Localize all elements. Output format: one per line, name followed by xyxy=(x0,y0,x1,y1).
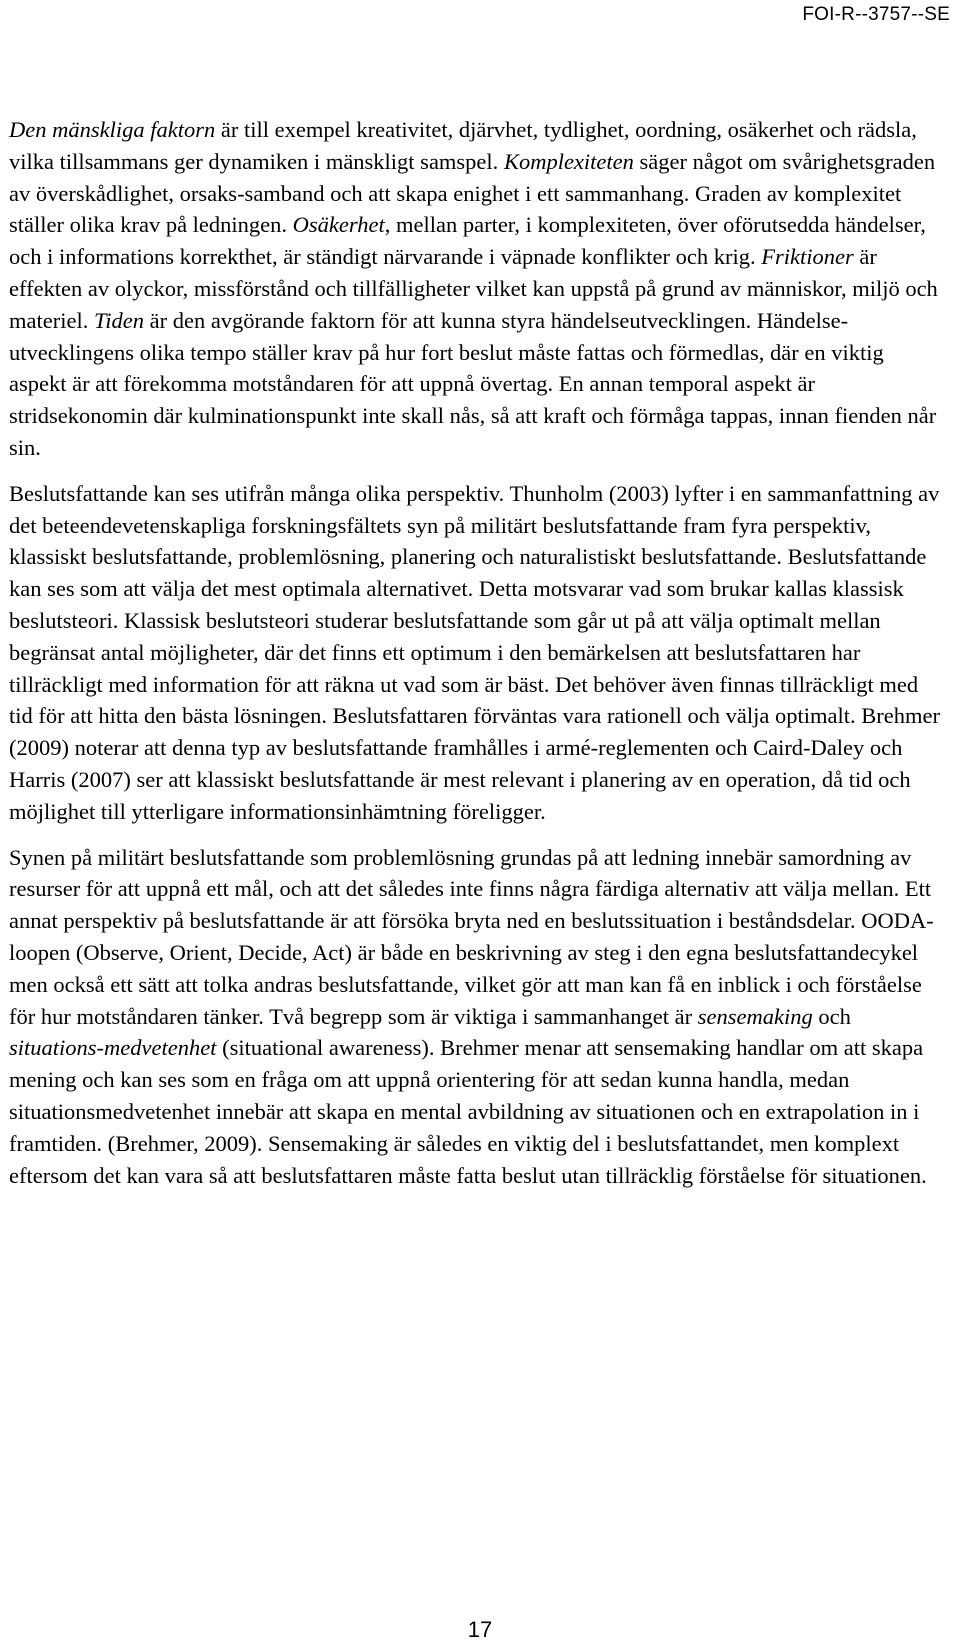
paragraph-problem-solving xyxy=(9,842,943,1192)
text-segment: och xyxy=(812,1003,851,1029)
text-segment: säger något om svårighetsgraden av överskådlighet, orsaks-samband och att skapa enighet i ett sammanhang. Graden av komplexitet ställer olika krav på ledningen. xyxy=(9,148,936,238)
text-segment: är till exempel kreativitet, djärvhet, tydlighet, oordning, osäkerhet och rädsla, vilka tillsammans ger dynamiken i mänskligt samspel. xyxy=(9,117,917,174)
term-friction: Friktioner xyxy=(761,244,854,270)
text-segment: är den avgörande faktorn för att kunna styra händelseutvecklingen. Händelse-utvecklingens olika tempo ställer krav på hur fort beslut måste fattas och förmedlas, där en viktig aspekt är att förekomma motståndaren för att uppnå övertag. En annan temporal aspekt är stridsekonomin där kulminationspunkt inte skall nås, så att kraft och förmåga tappas, innan fienden når sin. xyxy=(9,307,937,460)
text-segment: (situational awareness). Brehmer menar att sensemaking handlar om att skapa mening och kan ses som en fråga om att uppnå orientering för att sedan kunna handla, medan situationsmedvetenhet innebär att skapa en mental avbildning av situationen och en extrapolation in i framtiden. (Brehmer, 2009). Sensemaking är således en viktig del i beslutsfattandet, men komplext eftersom det kan vara så att beslutsfattaren måste fatta beslut utan tillräcklig förståelse för situationen. xyxy=(9,1035,927,1188)
text-segment: Synen på militärt beslutsfattande som problemlösning grundas på att ledning innebär samordning av resurser för att uppnå ett mål, och att det således inte finns några färdiga alternativ att välja mellan. Ett annat perspektiv på beslutsfattande är att försöka bryta ned en beslutssituation i beståndsdelar. OODA-loopen (Observe, Orient, Decide, Act) är både en beskrivning av steg i den egna beslutsfattandecykel men också ett sätt att tolka andras beslutsfattande, vilket gör att man kan få en inblick i och förståelse för hur motståndaren tänker. Två begrepp som är viktiga i sammanhanget är xyxy=(9,844,934,1029)
text-segment: , mellan parter, i komplexiteten, över oförutsedda händelser, och i informations korrekthet, är ständigt närvarande i väpnade konflikter och krig. xyxy=(9,212,926,270)
term-sensemaking: sensemaking xyxy=(697,1003,813,1029)
term-complexity: Komplexiteten xyxy=(503,148,634,174)
page-number: 17 xyxy=(467,1617,493,1642)
term-human-factor: Den mänskliga faktorn xyxy=(9,117,216,142)
report-id-header: FOI-R--3757--SE xyxy=(802,4,950,25)
paragraph-human-factors xyxy=(9,114,943,464)
text-segment: är effekten av olyckor, missförstånd och tillfälligheter vilket kan uppstå på grund av människor, miljö och materiel. xyxy=(9,244,938,333)
term-uncertainty: Osäkerhet xyxy=(292,212,385,238)
term-situational-awareness: situations-medvetenhet xyxy=(9,1035,217,1061)
term-time: Tiden xyxy=(93,307,144,333)
document-body xyxy=(9,114,943,1205)
paragraph-decision-perspectives: Beslutsfattande kan ses utifrån många olika perspektiv. Thunholm (2003) lyfter i en sammanfattning av det beteendevetenskapliga forskningsfältets syn på militärt beslutsfattande fram fyra perspektiv, klassiskt beslutsfattande, problemlösning, planering och naturalistiskt beslutsfattande. Beslutsfattande kan ses som att välja det mest optimala alternativet. Detta motsvarar vad som brukar kallas klassisk beslutsteori. Klassisk beslutsteori studerar beslutsfattande som går ut på att välja optimalt mellan begränsat antal möjligheter, där det finns ett optimum i den bemärkelsen att beslutsfattaren har tillräckligt med information för att räkna ut vad som är bäst. Det behöver även finnas tillräckligt med tid för att hitta den bästa lösningen. Beslutsfattaren förväntas vara rationell och välja optimalt. Brehmer (2009) noterar att denna typ av beslutsfattande framhålles i armé-reglementen och Caird-Daley och Harris (2007) ser att klassiskt beslutsfattande är mest relevant i planering av en operation, då tid och möjlighet till ytterligare informationsinhämtning föreligger. xyxy=(9,480,940,824)
